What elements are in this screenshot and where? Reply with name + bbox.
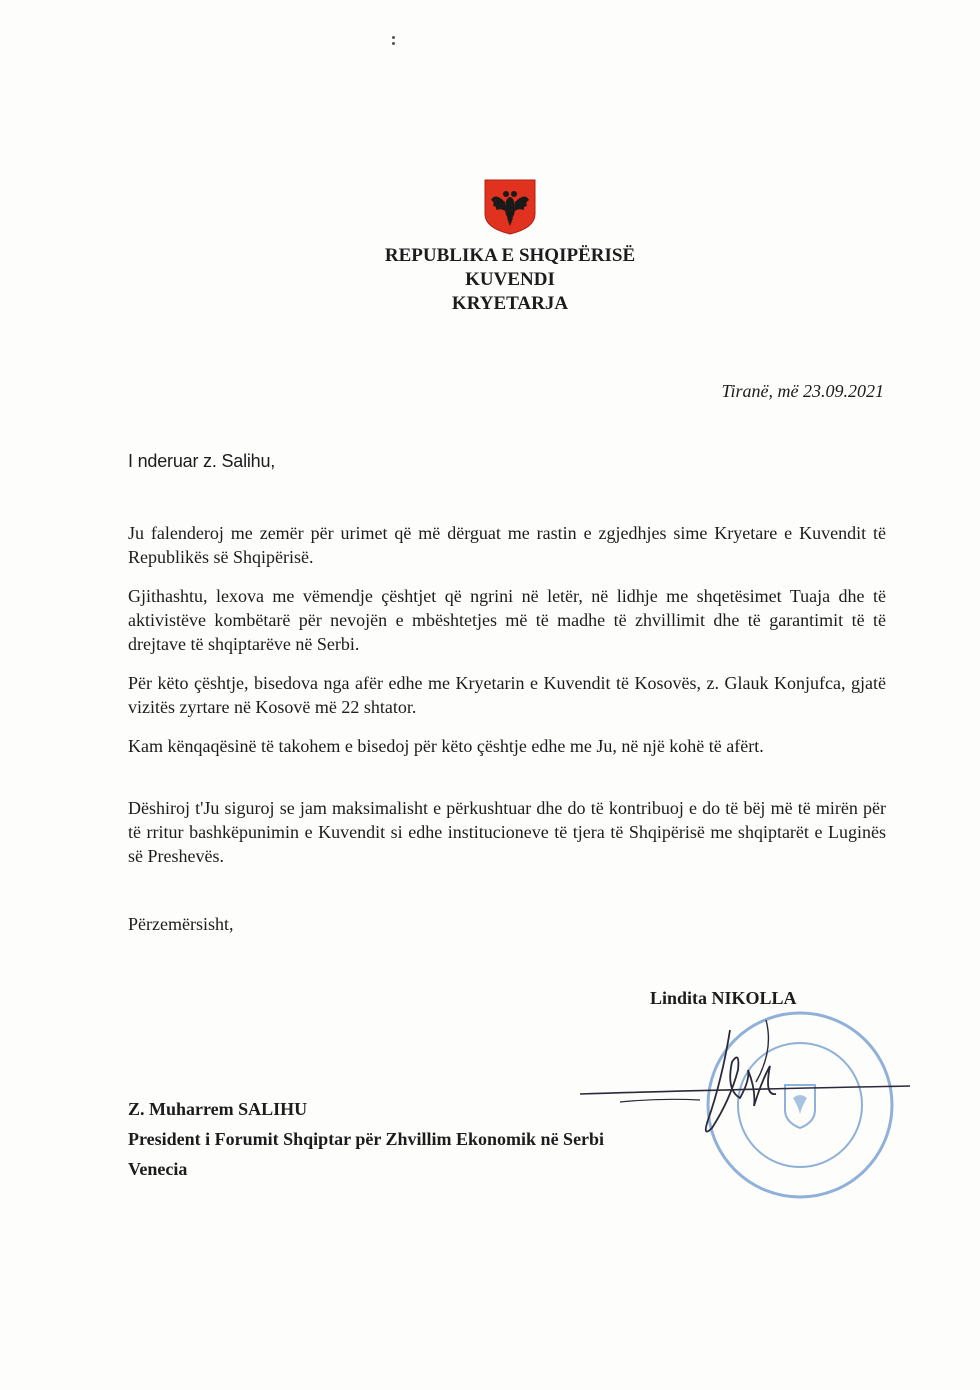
recipient-block: [128, 1094, 604, 1184]
closing: Përzemërsisht,: [128, 914, 234, 934]
official-stamp-icon: [690, 1000, 910, 1210]
recipient-place: Venecia: [128, 1159, 188, 1179]
paragraph-2: Gjithashtu, lexova me vëmendje çështjet që ngrini në letër, në lidhje me shqetësimet Tuaja dhe të aktivistëve kombëtarë për nevojën e mbështetjes më të madhe të zhvillimit dhe të garantimit të të drejtave të shqiptarëve në Serbi.: [128, 586, 886, 654]
signer-name: Lindita NIKOLLA: [650, 988, 797, 1008]
paragraph-1: Ju falenderoj me zemër për urimet që më dërguat me rastin e zgjedhjes sime Kryetare e Kuvendit të Republikës së Shqipërisë.: [128, 523, 886, 567]
salutation: I nderuar z. Salihu,: [128, 451, 276, 471]
scan-speck: [392, 36, 396, 46]
recipient-name: Z. Muharrem SALIHU: [128, 1099, 308, 1119]
albanian-emblem-icon: [483, 178, 537, 236]
paragraph-3: Për këto çështje, bisedova nga afër edhe me Kryetarin e Kuvendit të Kosovës, z. Glauk Konjufca, gjatë vizitës zyrtare në Kosovë më 22 shtator.: [128, 673, 886, 717]
paragraph-5: Dëshiroj t'Ju siguroj se jam maksimalisht e përkushtuar dhe do të kontribuoj e do të bëj më të mirën për të rritur bashkëpunimin e Kuvendit si edhe institucioneve të tjera të Shqipërisë me shqiptarët e Luginës së Preshevës.: [128, 798, 886, 866]
letter-date: Tiranë, më 23.09.2021: [721, 381, 884, 401]
letterhead: [0, 244, 980, 316]
letterhead-speaker: KRYETARJA: [451, 293, 569, 314]
letterhead-republic: REPUBLIKA E SHQIPËRISË: [384, 245, 636, 266]
recipient-title: President i Forumit Shqiptar për Zhvillim Ekonomik në Serbi: [128, 1129, 605, 1149]
paragraph-4: Kam kënqaqësinë të takohem e bisedoj për këto çështje edhe me Ju, në një kohë të afërt.: [128, 736, 764, 756]
handwritten-signature: [580, 1010, 920, 1190]
letterhead-assembly: KUVENDI: [465, 269, 555, 290]
